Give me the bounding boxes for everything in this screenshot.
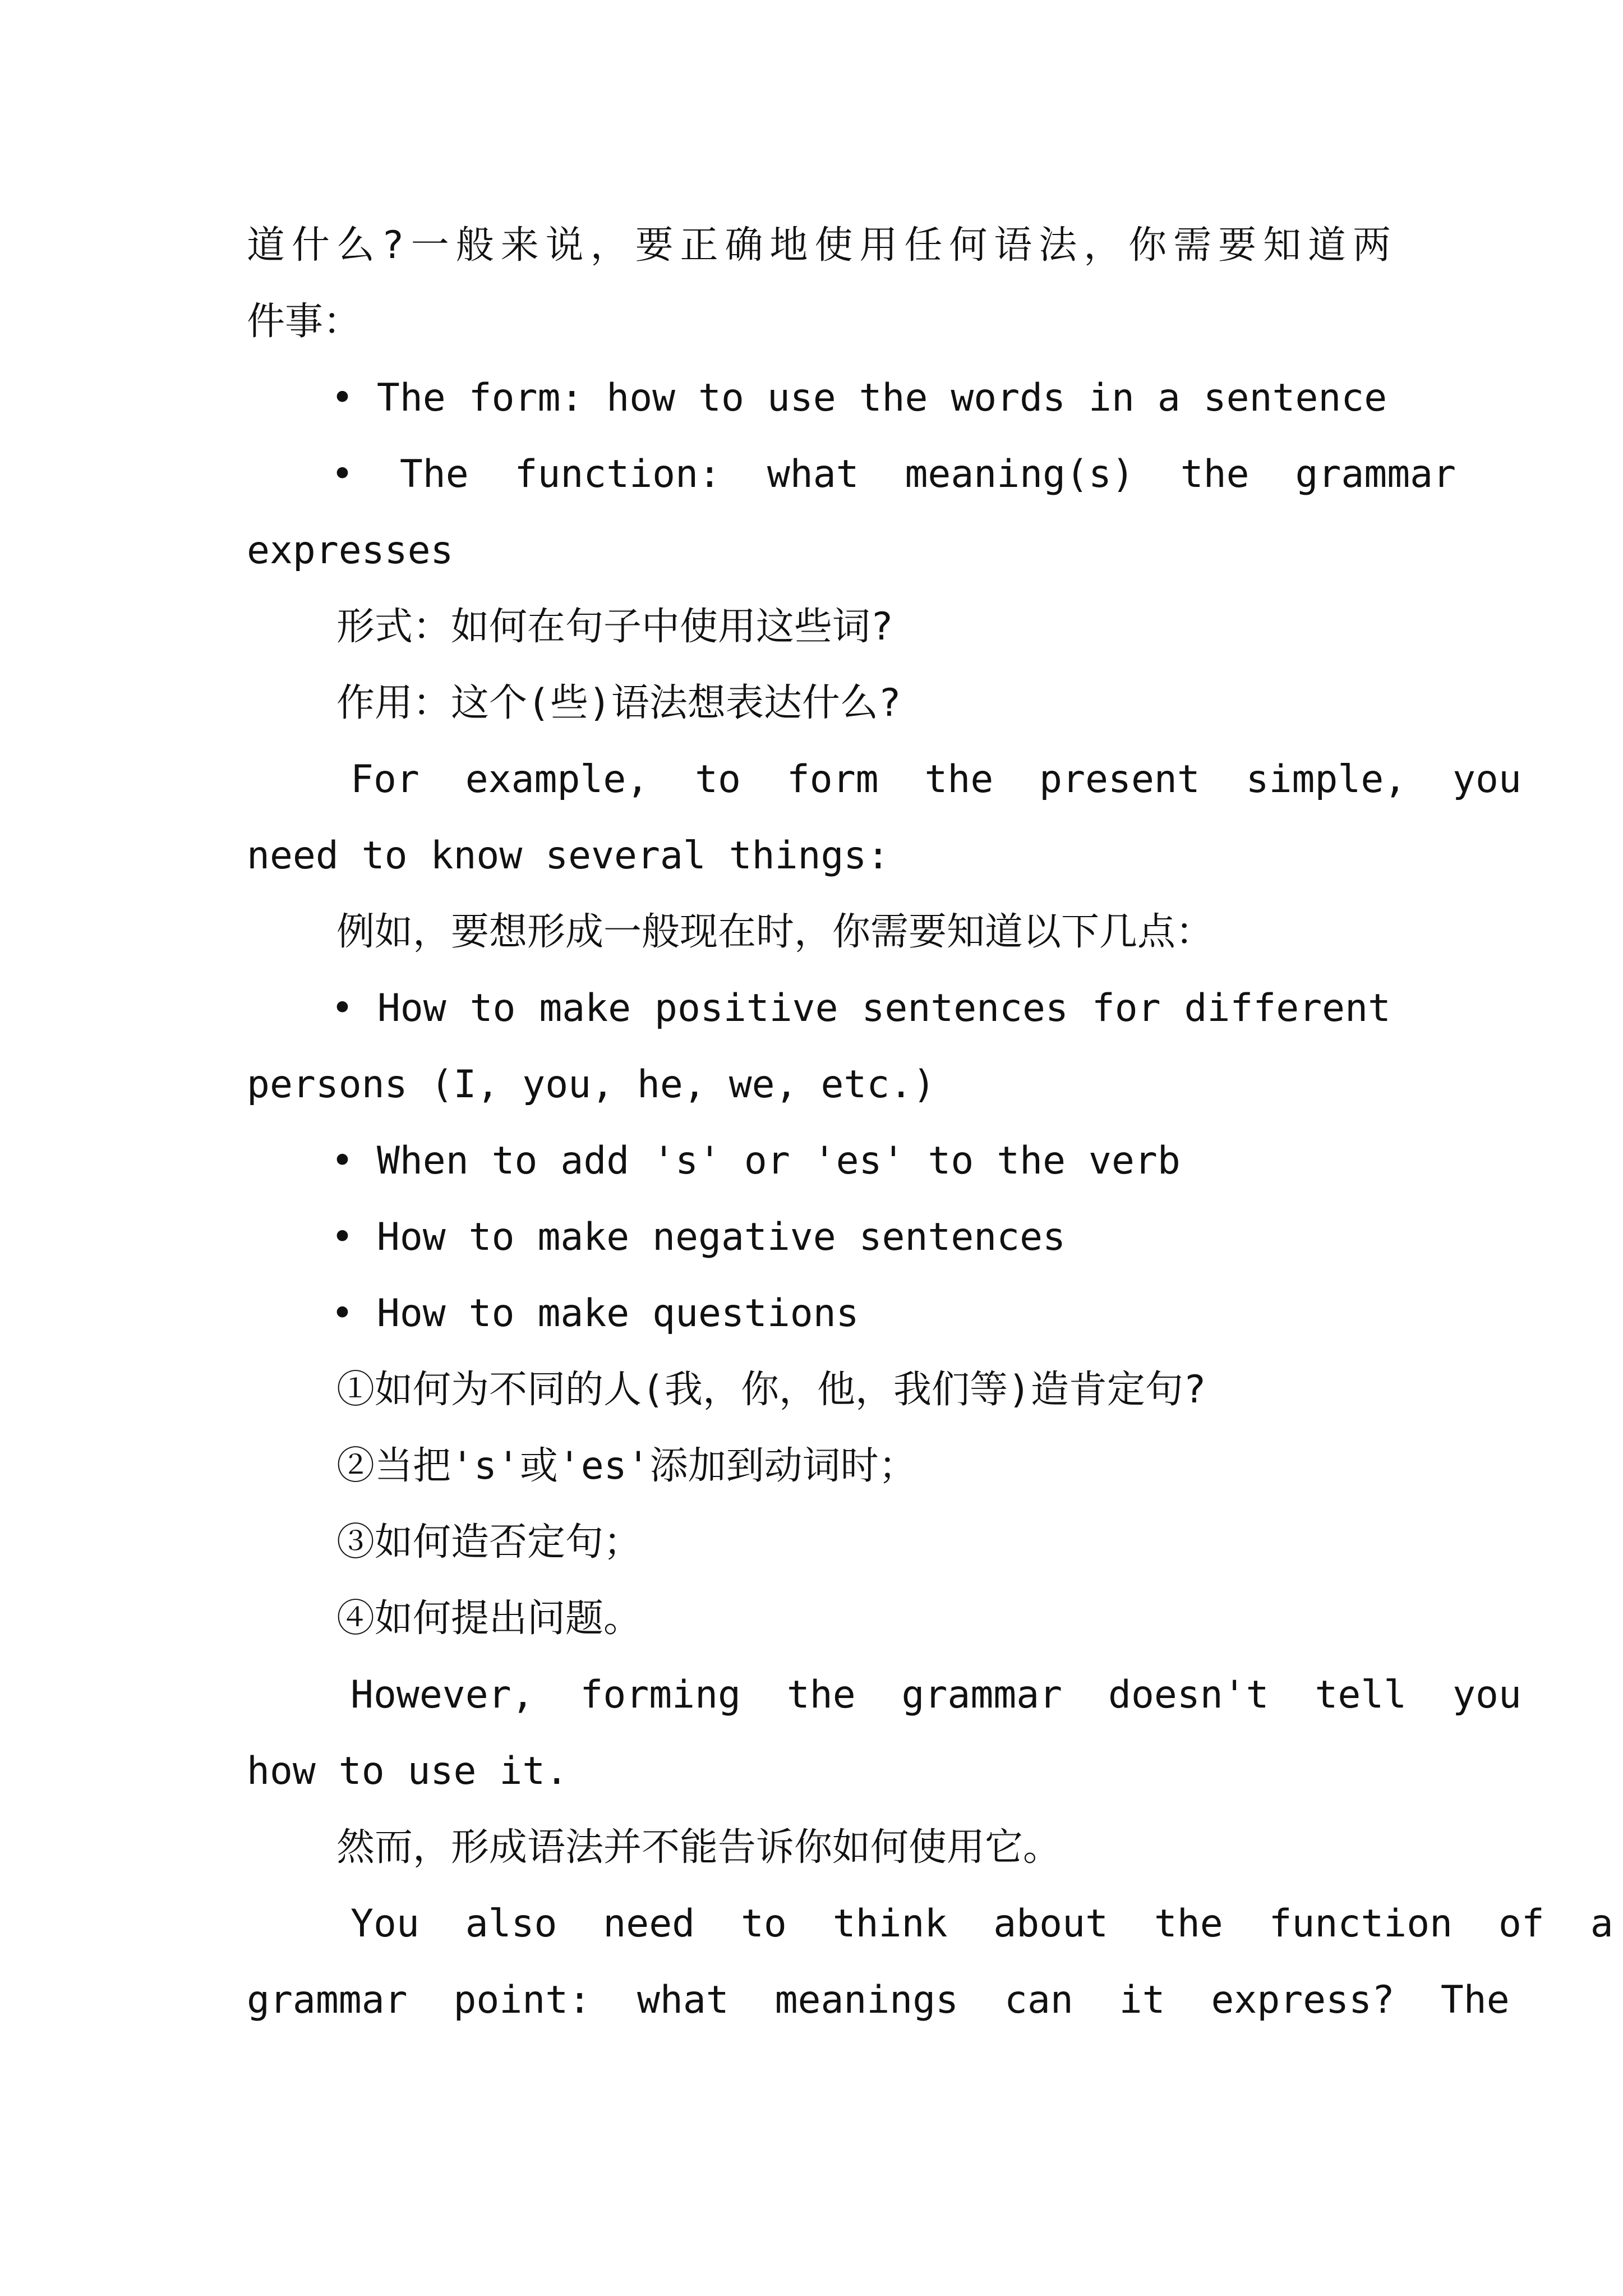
- bullet-item: • How to make positive sentences for different: [331, 986, 1391, 1030]
- bullet-item: • How to make questions: [331, 1291, 859, 1336]
- text-line: You also need to think about the function of a: [351, 1902, 1613, 1946]
- text-line: grammar point: what meanings can it express? The: [247, 1978, 1510, 2022]
- numbered-item: ④如何提出问题。: [336, 1596, 642, 1641]
- bullet-item: • The function: what meaning(s) the grammar: [331, 452, 1456, 496]
- numbered-item: ③如何造否定句；: [336, 1520, 642, 1565]
- text-line: 形式：如何在句子中使用这些词?: [336, 605, 893, 649]
- text-line: However, forming the grammar doesn't tell you: [351, 1673, 1521, 1717]
- bullet-item: • The form: how to use the words in a sentence: [331, 376, 1387, 420]
- text-line: 件事：: [247, 300, 362, 344]
- text-line: expresses: [247, 528, 454, 573]
- text-line: 作用：这个(些)语法想表达什么?: [336, 681, 901, 725]
- text-line: how to use it.: [247, 1749, 569, 1793]
- document-page: [247, 208, 1613, 2039]
- text-line: 例如，要想形成一般现在时，你需要知道以下几点：: [336, 910, 1214, 954]
- bullet-item: • When to add 's' or 'es' to the verb: [331, 1139, 1181, 1183]
- text-line: 然而，形成语法并不能告诉你如何使用它。: [336, 1825, 1062, 1870]
- text-line: 道什么?一般来说，要正确地使用任何语法，你需要知道两: [247, 223, 1391, 268]
- text-line: persons (I, you, he, we, etc.): [247, 1062, 936, 1107]
- bullet-item: • How to make negative sentences: [331, 1215, 1066, 1259]
- text-line: For example, to form the present simple, you: [351, 757, 1521, 802]
- text-line: need to know several things:: [247, 834, 890, 878]
- numbered-item: ②当把's'或'es'添加到动词时；: [336, 1444, 917, 1488]
- numbered-item: ①如何为不同的人(我，你，他，我们等)造肯定句?: [336, 1368, 1206, 1412]
